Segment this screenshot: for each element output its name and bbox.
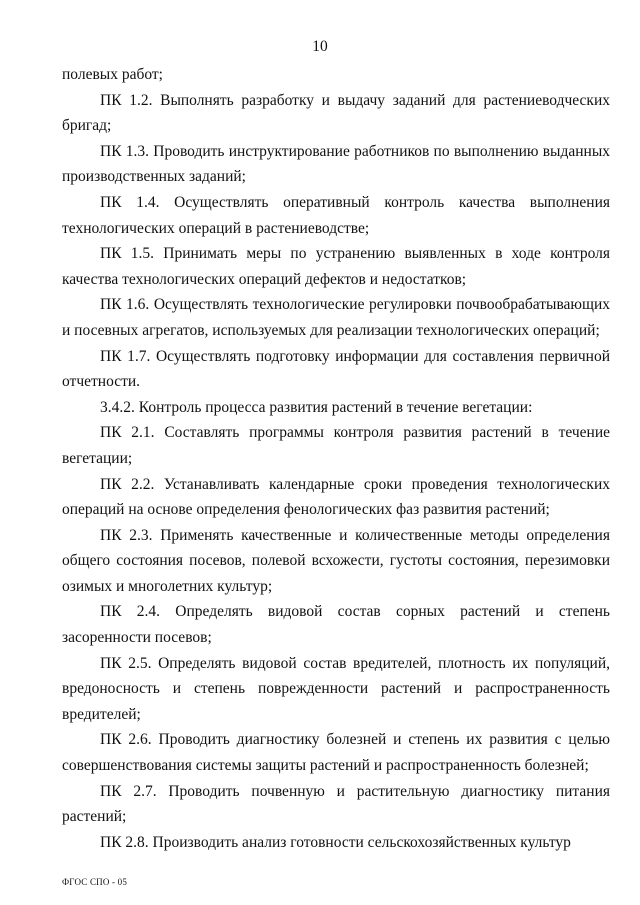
paragraph: 3.4.2. Контроль процесса развития растений в течение вегетации:	[100, 398, 533, 416]
paragraph: ПК 1.3. Проводить инструктирование работников по выполнению выданных производственных заданий;	[62, 142, 610, 186]
paragraph: ПК 2.1. Составлять программы контроля развития растений в течение вегетации;	[62, 424, 610, 467]
document-body	[62, 62, 610, 855]
page-footer: ФГОС СПО - 05	[62, 877, 128, 887]
paragraph: ПК 1.5. Принимать меры по устранению выявленных в ходе контроля качества технологических операций дефектов и недостатков;	[62, 245, 610, 288]
paragraph: ПК 1.4. Осуществлять оперативный контроль качества выполнения технологических операций в растениеводстве;	[62, 193, 610, 237]
paragraph: ПК 2.5. Определять видовой состав вредителей, плотность их популяций, вредоносность и степень поврежденности растений и распространенность вредителей;	[62, 654, 610, 723]
paragraph: ПК 2.2. Устанавливать календарные сроки проведения технологических операций на основе определения фенологических фаз развития растений;	[62, 475, 610, 519]
paragraph: ПК 2.4. Определять видовой состав сорных растений и степень засоренности посевов;	[62, 603, 610, 647]
paragraph: ПК 1.2. Выполнять разработку и выдачу заданий для растениеводческих бригад;	[62, 91, 610, 135]
paragraph: ПК 2.6. Проводить диагностику болезней и степень их развития с целью совершенствования системы защиты растений и распространенность болезней;	[62, 731, 610, 775]
paragraph: ПК 1.6. Осуществлять технологические регулировки почвообрабатывающих и посевных агрегатов, используемых для реализации технологических операций;	[62, 296, 610, 339]
paragraph: полевых работ;	[62, 66, 163, 83]
paragraph: ПК 1.7. Осуществлять подготовку информации для составления первичной отчетности.	[62, 347, 610, 391]
page-number: 10	[312, 38, 328, 55]
paragraph: ПК 2.7. Проводить почвенную и растительную диагностику питания растений;	[62, 782, 610, 826]
paragraph: ПК 2.3. Применять качественные и количественные методы определения общего состояния посевов, полевой всхожести, густоты состояния, перезимовки озимых и многолетних культур;	[62, 526, 610, 595]
paragraph: ПК 2.8. Производить анализ готовности сельскохозяйственных культур	[100, 833, 571, 851]
